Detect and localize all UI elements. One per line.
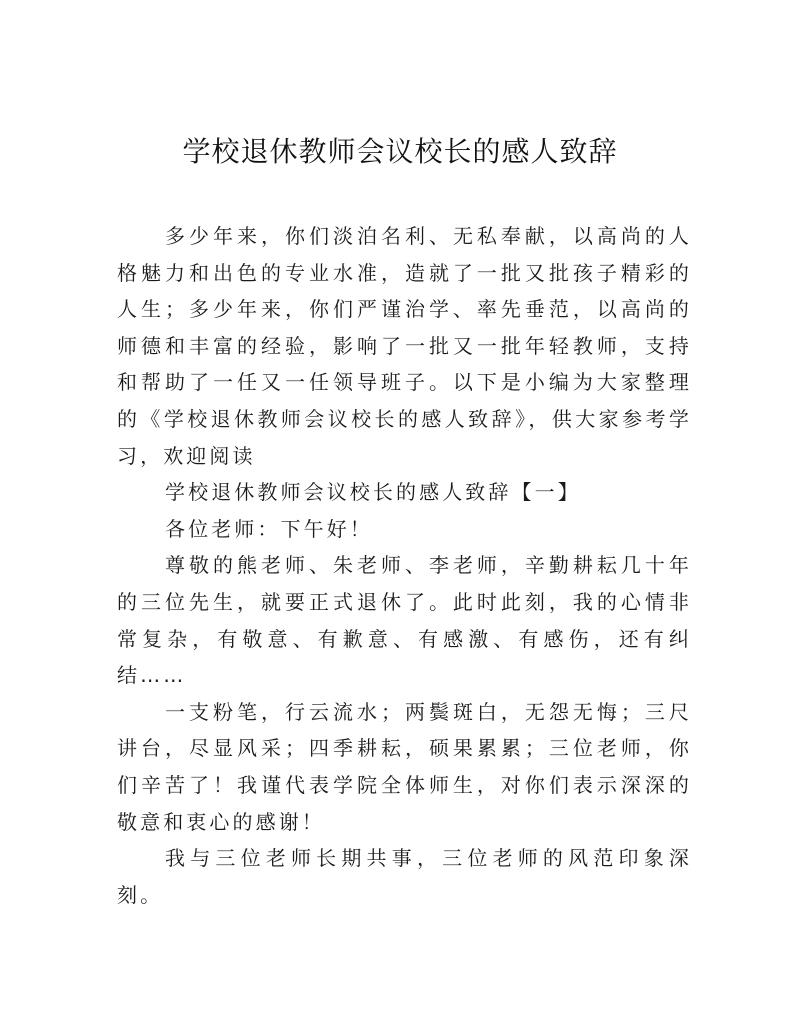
paragraph-intro: 多少年来，你们淡泊名利、无私奉献，以高尚的人格魅力和出色的专业水准，造就了一批又批孩子精彩的人生；多少年来，你们严谨治学、率先垂范，以高尚的师德和丰富的经验，影响了一批又一批年轻教师，支持和帮助了一任又一任领导班子。以下是小编为大家整理的《学校退休教师会议校长的感人致辞》，供大家参考学习，欢迎阅读 (117, 224, 692, 468)
paragraph-greeting: 各位老师：下午好！ (165, 516, 373, 541)
document-title: 学校退休教师会议校长的感人致辞 (182, 135, 618, 168)
paragraph-colleagues: 我与三位老师长期共事，三位老师的风范印象深刻。 (117, 846, 692, 907)
paragraph-tribute: 一支粉笔，行云流水；两鬓斑白，无怨无悔；三尺讲台，尽显风采；四季耕耘，硕果累累；三位老师，你们辛苦了！我谨代表学院全体师生，对你们表示深深的敬意和衷心的感谢！ (117, 699, 692, 834)
paragraph-teachers-retire: 尊敬的熊老师、朱老师、李老师，辛勤耕耘几十年的三位先生，就要正式退休了。此时此刻，我的心情非常复杂，有敬意、有歉意、有感激、有感伤，还有纠结…… (117, 553, 692, 688)
paragraph-section-heading: 学校退休教师会议校长的感人致辞【一】 (165, 480, 581, 505)
document-body (117, 218, 692, 913)
